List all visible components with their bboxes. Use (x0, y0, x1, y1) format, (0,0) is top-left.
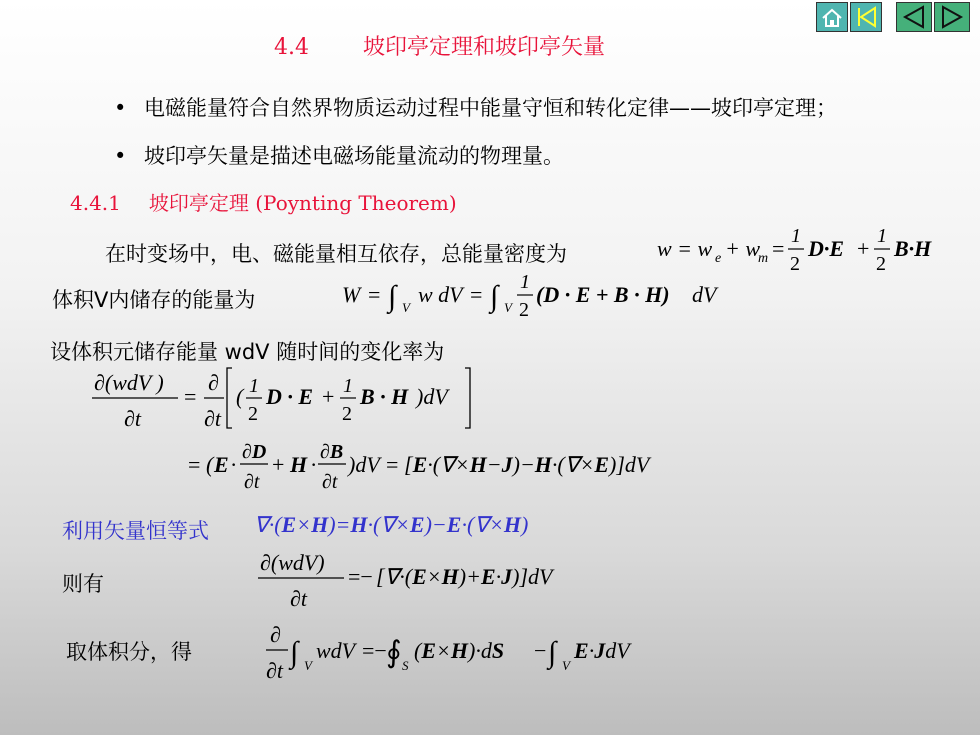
svg-text:∂t: ∂t (124, 406, 141, 431)
home-button[interactable] (816, 2, 848, 32)
svg-text:∫: ∫ (290, 636, 299, 669)
svg-text:(D · E + B · H): (D · E + B · H) (536, 282, 670, 307)
svg-text:D · E: D · E (266, 384, 314, 409)
svg-text:∫: ∫ (548, 636, 557, 669)
volume-energy-intro: 体积V内储存的能量为 (52, 288, 256, 312)
svg-text:dV: dV (692, 282, 717, 307)
svg-text:)dV: )dV (348, 452, 380, 477)
volume-energy-formula (340, 268, 760, 330)
svg-text:=: = (184, 384, 197, 409)
svg-text:+: + (857, 236, 870, 261)
svg-text:2: 2 (248, 403, 258, 425)
svg-text:∂(wdV ): ∂(wdV ) (94, 370, 164, 395)
svg-text:∂D: ∂D (242, 441, 267, 463)
svg-text:=: = (772, 236, 785, 261)
rate-formula-2 (186, 438, 706, 502)
svg-text:+: + (322, 384, 335, 409)
svg-text:∫: ∫ (388, 280, 397, 313)
svg-text:e: e (715, 251, 722, 266)
svg-text:∮: ∮ (386, 636, 402, 669)
svg-text:W: W (342, 282, 361, 307)
svg-text:(: ( (236, 384, 244, 409)
title-text: 坡印亭定理和坡印亭矢量 (363, 35, 606, 60)
svg-text:·: · (310, 452, 318, 477)
svg-text:1: 1 (343, 375, 353, 397)
svg-text:∂t: ∂t (322, 471, 338, 493)
svg-text:2: 2 (342, 403, 352, 425)
svg-text:w = w: w = w (657, 236, 713, 261)
then-formula (256, 544, 636, 614)
svg-text:∂B: ∂B (320, 441, 344, 463)
then-label: 则有 (62, 572, 104, 596)
svg-text:S: S (402, 658, 409, 673)
identity-intro: 利用矢量恒等式 (62, 519, 209, 543)
bullet-1-text: 电磁能量符合自然界物质运动过程中能量守恒和转化定律——坡印亭定理； (144, 96, 837, 120)
prev-button[interactable] (896, 2, 932, 32)
page-title (274, 30, 605, 61)
bullet-2: • 坡印亭矢量是描述电磁场能量流动的物理量。 (114, 144, 564, 168)
rate-intro: 设体积元储存能量 wdV 随时间的变化率为 (50, 340, 445, 364)
svg-text:=−: =− (362, 638, 387, 663)
svg-text:∇·(E×H)=H·(∇×E)−E·(∇×H): ∇·(E×H)=H·(∇×E)−E·(∇×H) (254, 512, 529, 537)
svg-text:∫: ∫ (490, 280, 499, 313)
integrate-label: 取体积分，得 (66, 640, 192, 664)
first-page-button[interactable] (850, 2, 882, 32)
svg-text:+ w: + w (725, 236, 761, 261)
energy-density-intro: 在时变场中，电、磁能量相互依存，总能量密度为 (105, 242, 567, 266)
svg-text:V: V (402, 300, 410, 315)
svg-text:V: V (562, 658, 570, 673)
svg-text:∂t: ∂t (290, 586, 307, 611)
bullet-1: • 电磁能量符合自然界物质运动过程中能量守恒和转化定律——坡印亭定理； (114, 96, 837, 120)
svg-text:∂t: ∂t (244, 471, 260, 493)
svg-text:∂t: ∂t (204, 406, 221, 431)
svg-text:[E·(∇×H−J)−H·(∇×E)]dV: [E·(∇×H−J)−H·(∇×E)]dV (404, 452, 650, 477)
svg-text:E·JdV: E·JdV (574, 638, 630, 663)
section-text: 坡印亭定理 (Poynting Theorem) (148, 191, 457, 215)
svg-text:∂: ∂ (270, 622, 281, 647)
svg-text:D·E: D·E (808, 236, 845, 261)
poynting-theorem-formula (262, 618, 682, 690)
vector-identity-formula (252, 506, 672, 542)
svg-text:(: ( (206, 452, 214, 477)
svg-text:B · H: B · H (360, 384, 409, 409)
svg-text:V: V (504, 300, 512, 315)
svg-text:=−: =− (348, 564, 373, 589)
title-number: 4.4 (274, 35, 309, 60)
svg-text:B·H: B·H (894, 236, 932, 261)
svg-text:=: = (470, 282, 483, 307)
next-button[interactable] (934, 2, 970, 32)
svg-text:)dV: )dV (416, 384, 448, 409)
section-heading (70, 187, 457, 216)
svg-text:·: · (230, 452, 238, 477)
svg-text:2: 2 (519, 299, 529, 321)
svg-text:1: 1 (520, 271, 530, 293)
svg-text:=: = (368, 282, 381, 307)
svg-text:+: + (272, 452, 285, 477)
first-page-icon (851, 3, 881, 31)
prev-icon (897, 3, 931, 31)
svg-text:∂: ∂ (208, 370, 219, 395)
svg-text:H: H (290, 452, 308, 477)
svg-text:∂(wdV): ∂(wdV) (260, 550, 325, 575)
svg-text:1: 1 (249, 375, 259, 397)
svg-text:2: 2 (876, 253, 886, 275)
next-icon (935, 3, 969, 31)
svg-text:[∇·(E×H)+E·J)]dV: [∇·(E×H)+E·J)]dV (376, 564, 553, 589)
svg-text:=: = (188, 452, 201, 477)
rate-formula-1 (90, 362, 510, 438)
svg-text:w dV: w dV (418, 282, 463, 307)
svg-text:V: V (304, 658, 312, 673)
svg-text:1: 1 (791, 225, 801, 247)
svg-text:1: 1 (877, 225, 887, 247)
svg-text:m: m (758, 251, 769, 266)
svg-text:2: 2 (790, 253, 800, 275)
section-number: 4.4.1 (70, 191, 121, 215)
svg-text:∂t: ∂t (266, 658, 283, 683)
bullet-2-text: 坡印亭矢量是描述电磁场能量流动的物理量。 (144, 144, 564, 168)
svg-text:−: − (534, 638, 547, 663)
svg-text:wdV: wdV (316, 638, 356, 663)
home-icon (817, 3, 847, 31)
svg-text:(E×H)·dS: (E×H)·dS (414, 638, 505, 663)
svg-text:E: E (214, 452, 229, 477)
svg-text:=: = (386, 452, 399, 477)
